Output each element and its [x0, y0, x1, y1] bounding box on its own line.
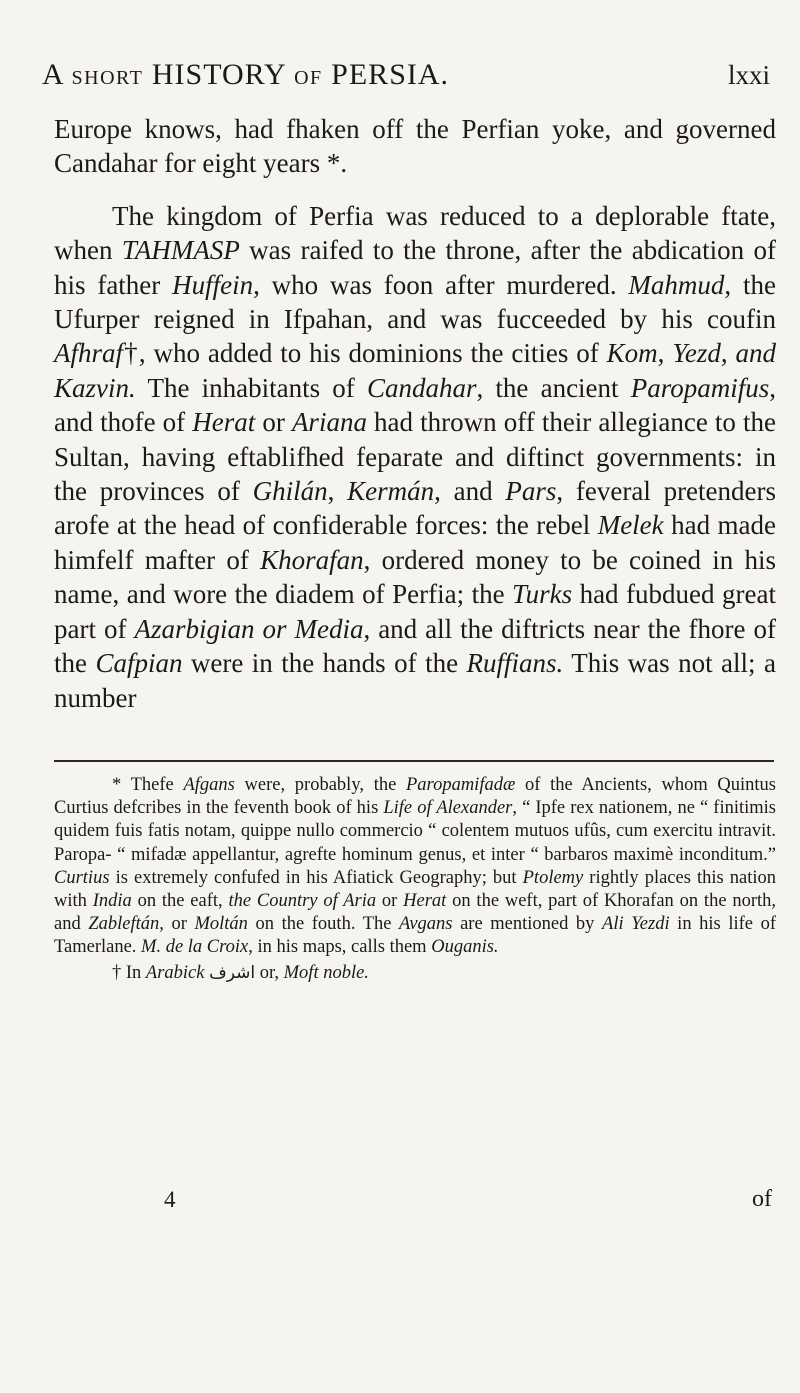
footnote-asterisk: * Thefe Afgans were, probably, the Paropamifadæ of the Ancients, whom Quintus Curtius defcribes in the feventh book of his Life of Alexander, “ Ipfe rex nationem, ne “ finitimis quidem fuis fatis notam, quippe nullo commercio “ colentem mutuos ufûs, cum exercitu intravit. Paropa- “ mifadæ appellantur, agrefte hominum genus, et inter “ barbaros maximè inconditum.” Curtius is extremely confufed in his Afiatick Geography; but Ptolemy rightly places this nation with India on the eaft, the Country of Aria or Herat on the weft, part of Khorafan on the north, and Zableftán, or Moltán on the fouth. The Avgans are mentioned by Ali Yezdi in his life of Tamerlane. M. de la Croix, in his maps, calls them Ouganis. [54, 775, 777, 958]
paragraph-2: The kingdom of Perfia was reduced to a deplorable ftate, when TAHMASP was raifed to the throne, after the abdication of his father Huffein, who was foon after murdered. Mahmud, the Ufurper reigned in Ifpahan, and was fucceeded by his coufin Afhraf†, who added to his dominions the cities of Kom, Yezd, and Kazvin. The inhabitants of Candahar, the ancient Paropamifus, and thofe of Herat or Ariana had thrown off their allegiance to the Sultan, having eftablifhed feparate and diftinct governments: in the provinces of Ghilán, Kermán, and Pars, feveral pretenders arofe at the head of confiderable forces: the rebel Melek had made himfelf mafter of Khorafan, ordered money to be coined in his name, and wore the diadem of Perfia; the Turks had fubdued great part of Azarbigian or Media, and all the diftricts near the fhore of the Cafpian were in the hands of the Ruffians. This was not all; a number [54, 200, 777, 713]
footnote-dagger: † In Arabick اشرف or, Moft noble. [112, 962, 369, 983]
signature-mark: 4 [164, 1187, 176, 1212]
main-text [54, 112, 776, 715]
catchword: of [752, 1186, 772, 1212]
arabic-word: اشرف [209, 962, 256, 983]
paragraph-1: Europe knows, had fhaken off the Perfian yoke, and governed Candahar for eight years *. [54, 114, 776, 179]
footnotes [54, 774, 776, 985]
running-header [42, 58, 770, 98]
running-title: A SHORT HISTORY OF PERSIA. [42, 58, 450, 91]
footnote-rule [54, 760, 774, 762]
page-number: lxxi [727, 60, 770, 90]
